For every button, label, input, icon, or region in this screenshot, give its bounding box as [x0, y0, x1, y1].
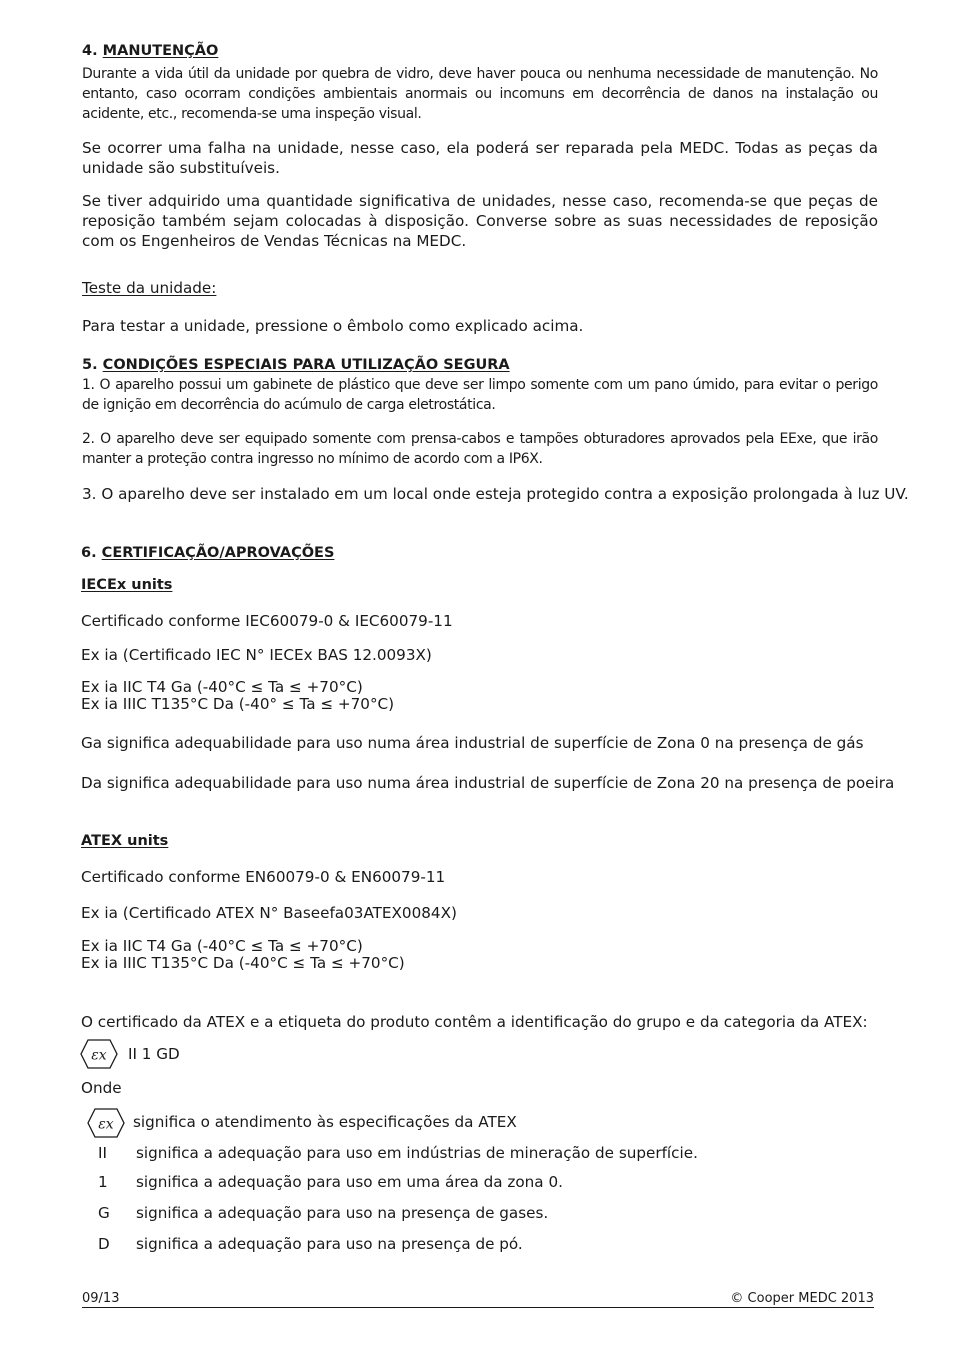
iecex-da: Da significa adequabilidade para uso numa área industrial de superfície de Zona 20 na presença de poeira: [81, 774, 895, 792]
list-item: 2. O aparelho deve ser equipado somente com prensa-cabos e tampões obturadores aprovados pela EExe, que irão manter a proteção contra ingresso no mínimo de acordo com a IP6X.: [82, 431, 878, 467]
legend-code: G: [98, 1204, 110, 1222]
atex-heading: ATEX units: [81, 833, 169, 849]
paragraph: Durante a vida útil da unidade por quebra de vidro, deve haver pouca ou nenhuma necessidade de manutenção. No entanto, caso ocorram condições ambientais anormais ou incomuns em decorrência de danos na instalação ou acidente, etc., recomenda-se uma inspeção visual.: [82, 66, 878, 122]
footer-copyright: © Cooper MEDC 2013: [730, 1291, 874, 1306]
section-number: 6.: [81, 545, 97, 561]
atex-code-1: Ex ia IIC T4 Ga (-40°C ≤ Ta ≤ +70°C): [81, 937, 363, 955]
section-title: MANUTENÇÃO: [102, 43, 219, 59]
where-label: Onde: [81, 1079, 122, 1097]
iecex-code-2: Ex ia IIIC T135°C Da (-40° ≤ Ta ≤ +70°C): [81, 695, 395, 713]
atex-code-2: Ex ia IIIC T135°C Da (-40°C ≤ Ta ≤ +70°C): [81, 954, 405, 972]
iecex-code-1: Ex ia IIC T4 Ga (-40°C ≤ Ta ≤ +70°C): [81, 678, 363, 696]
legend-text: significa a adequação para uso em uma área da zona 0.: [136, 1173, 563, 1191]
test-heading: Teste da unidade:: [82, 279, 217, 297]
atex-marking: II 1 GD: [128, 1045, 180, 1063]
legend-text: significa a adequação para uso na presença de gases.: [136, 1204, 549, 1222]
iecex-cert: Certificado conforme IEC60079-0 & IEC60079-11: [81, 612, 453, 630]
atex-exia: Ex ia (Certificado ATEX N° Baseefa03ATEX0084X): [81, 904, 457, 922]
footer-date: 09/13: [82, 1291, 120, 1306]
list-item: 3. O aparelho deve ser instalado em um local onde esteja protegido contra a exposição prolongada à luz UV.: [82, 485, 909, 503]
section-title: CERTIFICAÇÃO/APROVAÇÕES: [101, 545, 335, 561]
atex-cert: Certificado conforme EN60079-0 & EN60079-11: [81, 868, 446, 886]
iecex-ga: Ga significa adequabilidade para uso numa área industrial de superfície de Zona 0 na presença de gás: [81, 734, 864, 752]
iecex-heading: IECEx units: [81, 577, 173, 593]
ex-meaning: significa o atendimento às especificações da ATEX: [133, 1113, 517, 1131]
svg-text:εx: εx: [98, 1116, 114, 1133]
footer-rule: [82, 1307, 874, 1308]
section-number: 4.: [82, 43, 98, 59]
iecex-exia: Ex ia (Certificado IEC N° IECEx BAS 12.0093X): [81, 646, 432, 664]
paragraph: Para testar a unidade, pressione o êmbolo como explicado acima.: [82, 317, 584, 335]
legend-text: significa a adequação para uso em indústrias de mineração de superfície.: [136, 1144, 698, 1162]
svg-text:εx: εx: [91, 1047, 107, 1064]
legend-code: D: [98, 1235, 110, 1253]
legend-code: II: [98, 1144, 107, 1162]
section-title: CONDIÇÕES ESPECIAIS PARA UTILIZAÇÃO SEGURA: [102, 357, 510, 373]
ex-hexagon-icon: [87, 1108, 125, 1138]
list-item: 1. O aparelho possui um gabinete de plástico que deve ser limpo somente com um pano úmido, para evitar o perigo de ignição em decorrência do acúmulo de carga eletrostática.: [82, 377, 878, 413]
section-4-heading: [82, 42, 218, 60]
section-5-heading: [82, 356, 510, 374]
ex-hexagon-icon: [80, 1039, 118, 1069]
section-number: 5.: [82, 357, 98, 373]
paragraph: Se tiver adquirido uma quantidade significativa de unidades, nesse caso, recomenda-se que peças de reposição também sejam colocadas à disposição. Converse sobre as suas necessidades de reposição com os Engenheiros de Vendas Técnicas na MEDC.: [82, 192, 878, 250]
section-6-heading: [81, 544, 334, 562]
paragraph: Se ocorrer uma falha na unidade, nesse caso, ela poderá ser reparada pela MEDC. Todas as peças da unidade são substituíveis.: [82, 139, 878, 177]
legend-text: significa a adequação para uso na presença de pó.: [136, 1235, 523, 1253]
legend-code: 1: [98, 1173, 108, 1191]
atex-intro: O certificado da ATEX e a etiqueta do produto contêm a identificação do grupo e da categoria da ATEX:: [81, 1013, 868, 1031]
